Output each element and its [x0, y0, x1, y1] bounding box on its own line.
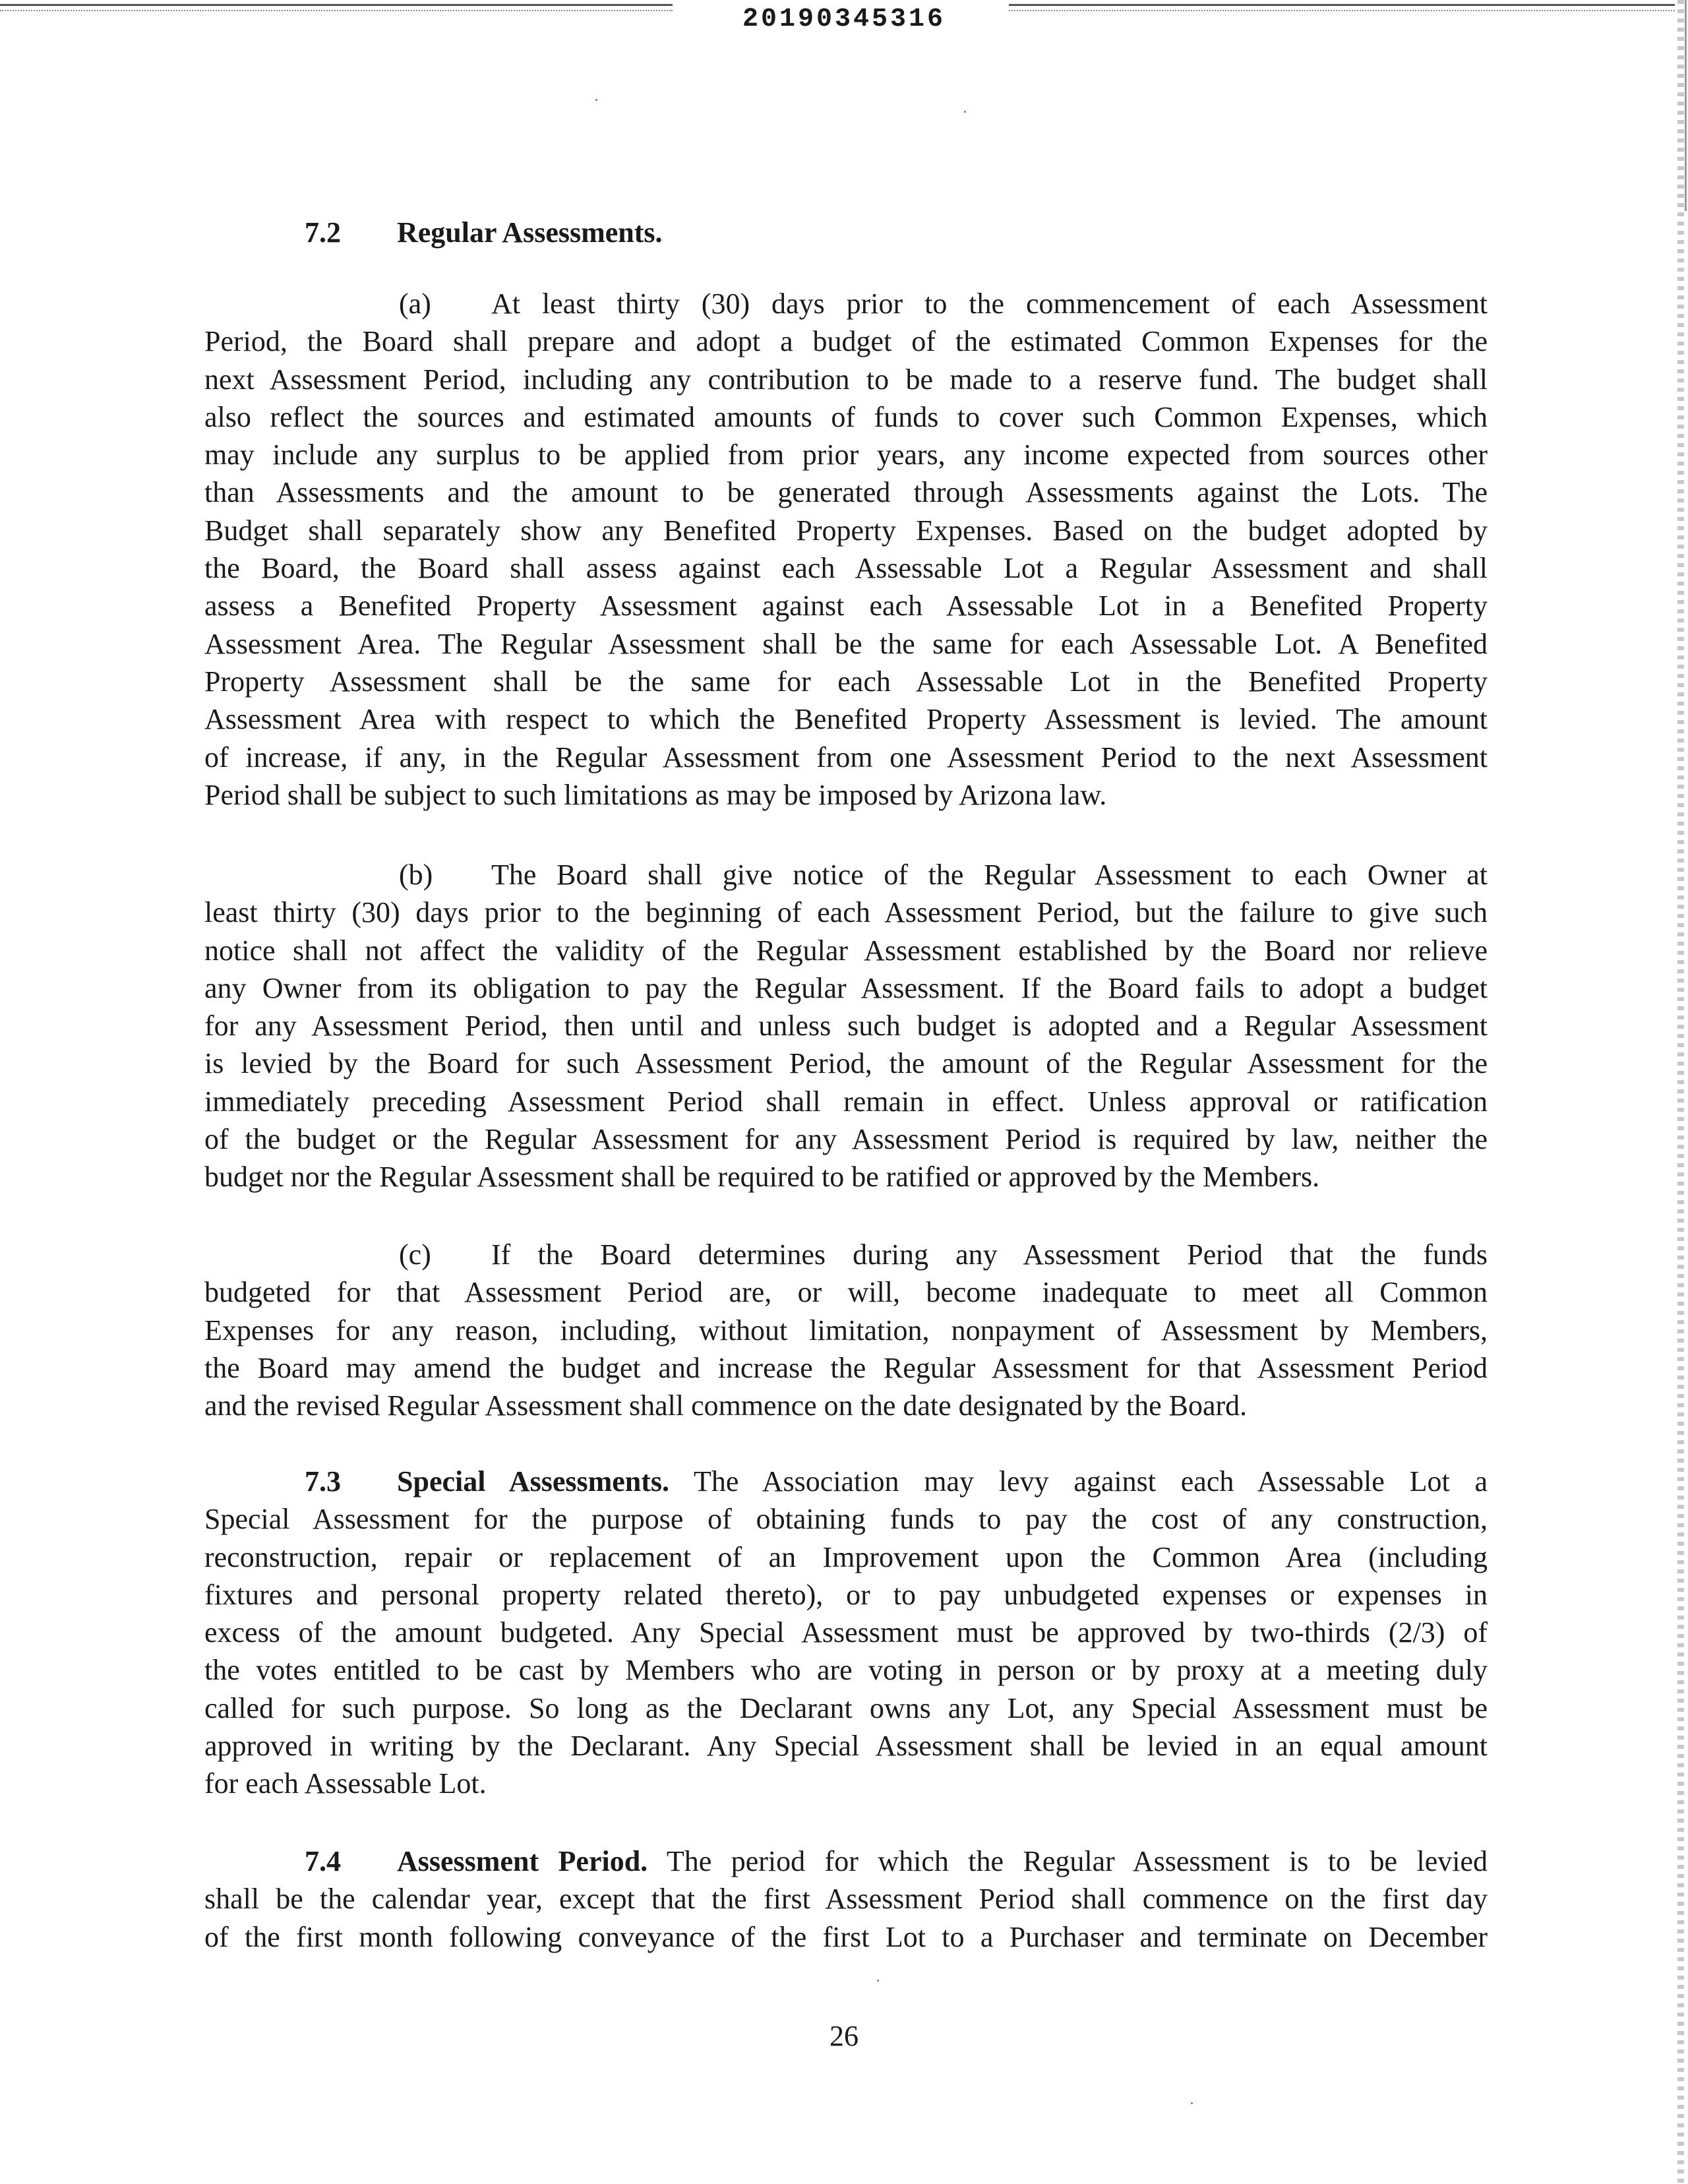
paragraph-7-2-c [204, 1236, 1488, 1424]
text-line: also reflect the sources and estimated amounts of funds to cover such Common Expenses, which [204, 400, 1488, 433]
text-line: the votes entitled to be cast by Members who are voting in person or by proxy at a meeting duly [204, 1654, 1488, 1687]
text-line: immediately preceding Assessment Period shall remain in effect. Unless approval or ratification [204, 1085, 1488, 1118]
text-line [204, 1236, 1488, 1273]
text-line: Assessment Area. The Regular Assessment shall be the same for each Assessable Lot. A Benefited [204, 627, 1488, 660]
text-line: may include any surplus to be applied from prior years, any income expected from sources other [204, 439, 1488, 471]
paragraph-label: (c) [399, 1238, 431, 1271]
paragraph-label: (b) [399, 859, 433, 891]
text-line: budgeted for that Assessment Period are, or will, become inadequate to meet all Common [204, 1276, 1488, 1309]
section-7-4 [204, 1842, 1488, 1956]
scan-header-rule-left [0, 4, 673, 11]
text-line: excess of the amount budgeted. Any Special Assessment must be approved by two-thirds (2/3) of [204, 1616, 1488, 1649]
text-line: reconstruction, repair or replacement of an Improvement upon the Common Area (including [204, 1540, 1488, 1573]
section-number: 7.2 [305, 216, 341, 249]
text-line: shall be the calendar year, except that the first Assessment Period shall commence on the first day [204, 1883, 1488, 1916]
scan-speck [1191, 2102, 1193, 2104]
line-text: If the Board determines during any Assessment Period that the funds [491, 1238, 1488, 1271]
page-number: 26 [829, 2020, 859, 2052]
scan-header-rule-right [1009, 4, 1675, 11]
text-line: budget nor the Regular Assessment shall be required to be ratified or approved by the Members. [204, 1161, 1320, 1194]
text-line: the Board may amend the budget and increase the Regular Assessment for that Assessment Period [204, 1351, 1488, 1384]
text-line: any Owner from its obligation to pay the Regular Assessment. If the Board fails to adopt a budget [204, 971, 1488, 1004]
scan-edge-artifact [1677, 0, 1684, 2184]
scan-speck [595, 99, 597, 101]
section-number: 7.4 [305, 1845, 341, 1877]
section-title: Special Assessments. [397, 1465, 670, 1498]
document-number: 20190345316 [742, 5, 946, 34]
text-line: than Assessments and the amount to be generated through Assessments against the Lots. The [204, 476, 1488, 509]
text-line: and the revised Regular Assessment shall commence on the date designated by the Board. [204, 1389, 1248, 1422]
scan-edge-rule [1685, 0, 1687, 211]
text-line: Property Assessment shall be the same for each Assessable Lot in the Benefited Property [204, 665, 1488, 698]
section-title: Assessment Period. [397, 1845, 648, 1877]
section-heading-7-2 [305, 214, 663, 251]
text-line: Expenses for any reason, including, without limitation, nonpayment of Assessment by Members, [204, 1314, 1488, 1347]
section-number: 7.3 [305, 1465, 341, 1498]
scan-speck [877, 1980, 879, 1982]
line-text: The Association may levy against each Assessable Lot a [694, 1465, 1488, 1498]
text-line: Budget shall separately show any Benefited Property Expenses. Based on the budget adopted by [204, 514, 1488, 547]
text-line: approved in writing by the Declarant. Any Special Assessment shall be levied in an equal amount [204, 1730, 1488, 1763]
text-line [204, 1463, 1488, 1500]
text-line [204, 285, 1488, 322]
text-line: notice shall not affect the validity of the Regular Assessment established by the Board nor relieve [204, 934, 1488, 967]
line-text: The Board shall give notice of the Regular Assessment to each Owner at [491, 859, 1488, 891]
text-line: of increase, if any, in the Regular Assessment from one Assessment Period to the next Assessment [204, 741, 1488, 774]
section-7-3 [204, 1463, 1488, 1803]
text-line: Special Assessment for the purpose of obtaining funds to pay the cost of any construction, [204, 1503, 1488, 1536]
text-line: Period, the Board shall prepare and adopt a budget of the estimated Common Expenses for the [204, 325, 1488, 358]
text-line: for each Assessable Lot. [204, 1767, 487, 1800]
text-line: least thirty (30) days prior to the beginning of each Assessment Period, but the failure to give such [204, 896, 1488, 929]
text-line: the Board, the Board shall assess against each Assessable Lot a Regular Assessment and shall [204, 552, 1488, 585]
text-line: next Assessment Period, including any contribution to be made to a reserve fund. The budget shall [204, 363, 1488, 396]
section-title: Regular Assessments. [397, 216, 663, 249]
text-line: fixtures and personal property related thereto), or to pay unbudgeted expenses or expenses in [204, 1578, 1488, 1611]
text-line: Period shall be subject to such limitations as may be imposed by Arizona law. [204, 778, 1107, 811]
line-text: The period for which the Regular Assessment is to be levied [666, 1845, 1488, 1877]
text-line: for any Assessment Period, then until and unless such budget is adopted and a Regular Assessment [204, 1010, 1488, 1043]
line-text: At least thirty (30) days prior to the commencement of each Assessment [491, 288, 1488, 320]
paragraph-7-2-b [204, 856, 1488, 1196]
text-line: called for such purpose. So long as the Declarant owns any Lot, any Special Assessment must be [204, 1691, 1488, 1724]
text-line: Assessment Area with respect to which the Benefited Property Assessment is levied. The amount [204, 703, 1488, 736]
text-line [204, 1842, 1488, 1880]
text-line: of the first month following conveyance of the first Lot to a Purchaser and terminate on December [204, 1920, 1488, 1953]
text-line: is levied by the Board for such Assessment Period, the amount of the Regular Assessment for the [204, 1047, 1488, 1080]
text-line: of the budget or the Regular Assessment for any Assessment Period is required by law, neither the [204, 1123, 1488, 1156]
paragraph-label: (a) [399, 288, 431, 320]
text-line [204, 856, 1488, 894]
scan-speck [964, 111, 966, 113]
text-line: assess a Benefited Property Assessment against each Assessable Lot in a Benefited Property [204, 590, 1488, 622]
paragraph-7-2-a [204, 285, 1488, 814]
